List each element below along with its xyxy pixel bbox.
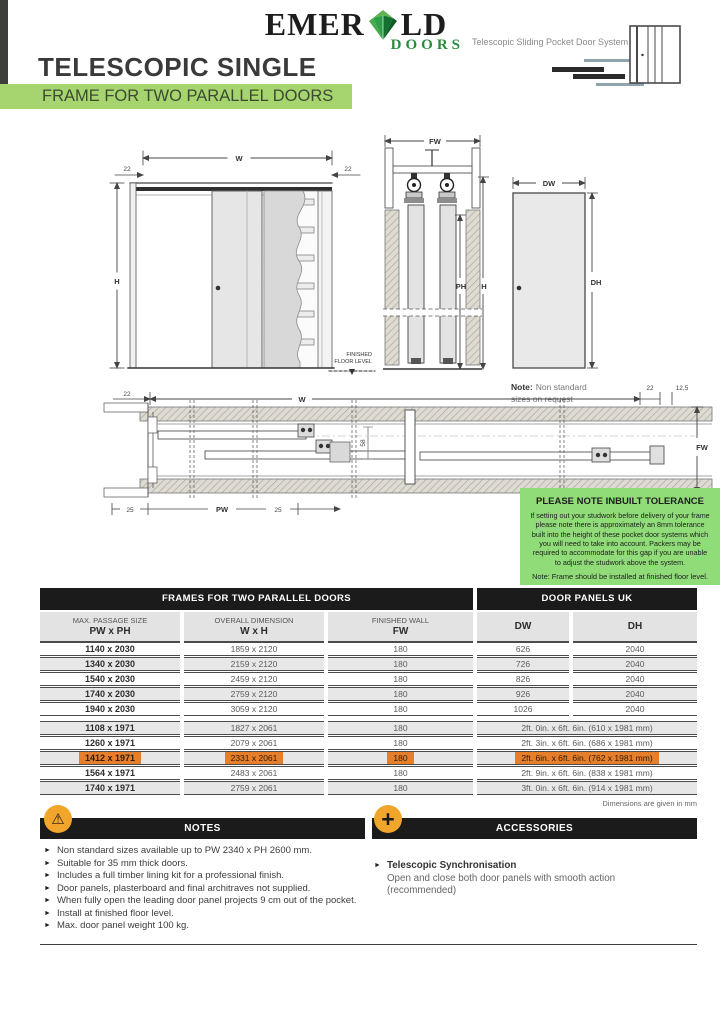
tolerance-note-box <box>520 488 720 585</box>
accessory-item-title: Telescopic Synchronisation <box>386 860 517 871</box>
dim-label-58: 58 <box>360 439 367 447</box>
table-cell: 1740 x 2030 <box>40 687 180 701</box>
page-subtitle: FRAME FOR TWO PARALLEL DOORS <box>42 87 334 105</box>
dim-label-22: 22 <box>123 166 131 173</box>
table-cell: 1260 x 1971 <box>40 736 180 750</box>
note-item-text: When fully open the leading door panel projects 9 cm out of the pocket. <box>56 895 357 906</box>
table-row <box>40 657 697 671</box>
table-cell: 2040 <box>573 642 697 656</box>
table-cell: 2331 x 2061 <box>184 751 324 765</box>
note-item-text: Suitable for 35 mm thick doors. <box>56 857 188 869</box>
diamond-icon <box>365 9 401 41</box>
dim-label-22: 22 <box>344 166 352 173</box>
table-cell: 1859 x 2120 <box>184 642 324 656</box>
accessories-header: ACCESSORIES <box>495 823 574 834</box>
table-cell: 626 <box>477 642 569 656</box>
table-group-header-panels: DOOR PANELS UK <box>477 588 697 610</box>
note-item <box>44 858 364 870</box>
dim-label-w: W <box>298 395 306 404</box>
dim-label-22: 22 <box>646 385 654 392</box>
table-cell: 1412 x 1971 <box>40 751 180 765</box>
dim-label-fw: FW <box>429 137 441 146</box>
note-item <box>44 845 364 857</box>
table-subheader-passage: MAX. PASSAGE SIZE PW x PH <box>40 612 180 642</box>
bullet-icon: ► <box>44 922 51 929</box>
table-cell: 1740 x 1971 <box>40 781 180 795</box>
table-cell: 2040 <box>573 702 697 716</box>
bullet-icon: ► <box>44 847 51 854</box>
table-cell: 2ft. 6in. x 6ft. 6in. (762 x 1981 mm) <box>477 751 697 765</box>
table-cell: 2040 <box>573 687 697 701</box>
table-cell: 2079 x 2061 <box>184 736 324 750</box>
note-item-text: Max. door panel weight 100 kg. <box>56 920 189 931</box>
note-item <box>44 895 364 907</box>
tolerance-footnote: Note: Frame should be installed at finished floor level. <box>532 572 708 582</box>
dim-label-w: W <box>235 154 243 163</box>
bullet-icon: ► <box>44 859 51 867</box>
elevation-view <box>110 151 375 375</box>
table-cell: 180 <box>328 736 473 750</box>
table-row <box>40 736 697 750</box>
panel-note: sizes on request <box>511 394 573 404</box>
table-row <box>40 781 697 795</box>
dim-label-h: H <box>114 277 120 286</box>
table-cell: 2ft. 9in. x 6ft. 6in. (838 x 1981 mm) <box>477 766 697 780</box>
table-cell: 2ft. 3in. x 6ft. 6in. (686 x 1981 mm) <box>477 736 697 750</box>
dim-label-ph: PH <box>455 282 467 291</box>
accessory-item-note: (recommended) <box>386 885 457 896</box>
dim-label-dh: DH <box>590 278 602 287</box>
table-cell: 726 <box>477 657 569 671</box>
table-footnote: Dimensions are given in mm <box>602 799 697 808</box>
tolerance-title: PLEASE NOTE INBUILT TOLERANCE <box>535 496 705 507</box>
dim-label-25: 25 <box>274 507 282 514</box>
accessory-item <box>374 860 674 898</box>
table-cell: 180 <box>328 766 473 780</box>
table-cell: 180 <box>328 721 473 735</box>
notes-list <box>44 845 364 933</box>
table-subheader-finished-wall: FINISHED WALL FW <box>328 612 473 642</box>
table-subheader-dw: DW <box>477 612 569 642</box>
table-subheader-overall: OVERALL DIMENSION W x H <box>184 612 324 642</box>
table-cell: 1940 x 2030 <box>40 702 180 716</box>
table-cell: 2759 x 2061 <box>184 781 324 795</box>
logo-text-left: EMER <box>264 6 365 42</box>
bullet-icon: ► <box>44 909 51 917</box>
table-subheader-dh: DH <box>573 612 697 642</box>
note-item-text: Install at finished floor level. <box>56 907 174 919</box>
table-row <box>40 687 697 701</box>
dim-label-fw: FW <box>696 443 708 452</box>
table-cell: 1026 <box>477 702 569 716</box>
table-cell: 1340 x 2030 <box>40 657 180 671</box>
table-cell: 1140 x 2030 <box>40 642 180 656</box>
table-cell: 180 <box>328 751 473 765</box>
section-view <box>383 135 489 369</box>
table-cell: 2ft. 0in. x 6ft. 6in. (610 x 1981 mm) <box>477 721 697 735</box>
note-item <box>44 920 364 932</box>
bullet-icon: ► <box>44 872 51 879</box>
pocket-door-icon <box>628 24 684 86</box>
plus-icon: + <box>374 805 402 833</box>
table-cell: 2040 <box>573 672 697 686</box>
bottom-rule <box>40 944 697 945</box>
table-cell: 1827 x 2061 <box>184 721 324 735</box>
table-cell: 180 <box>328 672 473 686</box>
bullet-icon: ► <box>44 884 51 892</box>
table-row <box>40 642 697 656</box>
spec-table <box>40 588 697 796</box>
note-item-text: Includes a full timber lining kit for a professional finish. <box>56 870 284 881</box>
table-cell: 180 <box>328 687 473 701</box>
notes-section-bar <box>40 818 365 839</box>
table-cell: 180 <box>328 781 473 795</box>
tolerance-body: If setting out your studwork before delivery of your frame please note there is approximately an 8mm tolerance built into the height of these pocket door systems which you will need to take into account. Packers may be required to accommodate for this gap if you are unable to adjust the studwork above the system. <box>530 511 710 567</box>
table-row <box>40 702 697 716</box>
table-cell: 3ft. 0in. x 6ft. 6in. (914 x 1981 mm) <box>477 781 697 795</box>
accessories-section-bar <box>372 818 697 839</box>
table-cell: 826 <box>477 672 569 686</box>
table-row <box>40 751 697 765</box>
table-cell: 180 <box>328 702 473 716</box>
table-cell: 180 <box>328 642 473 656</box>
table-row <box>40 766 697 780</box>
note-item-text: Door panels, plasterboard and final architraves not supplied. <box>56 882 311 894</box>
accessory-item-body: Open and close both door panels with smooth action <box>386 872 616 884</box>
table-row <box>40 721 697 735</box>
note-item-text: Non standard sizes available up to PW 2340 x PH 2600 mm. <box>56 845 312 856</box>
table-cell: 2459 x 2120 <box>184 672 324 686</box>
page-subtitle-bar <box>0 84 352 109</box>
dim-label-25: 25 <box>126 507 134 514</box>
finished-floor-label: FLOOR LEVEL <box>334 359 372 365</box>
table-group-header-frames: FRAMES FOR TWO PARALLEL DOORS <box>40 588 473 610</box>
table-row <box>40 672 697 686</box>
metric-rows <box>40 642 697 716</box>
table-cell: 926 <box>477 687 569 701</box>
finished-floor-label: FINISHED <box>346 352 372 358</box>
note-item <box>44 883 364 895</box>
bullet-icon: ► <box>374 862 381 869</box>
brand-tagline: Telescopic Sliding Pocket Door System <box>472 37 629 47</box>
table-cell: 1108 x 1971 <box>40 721 180 735</box>
table-cell: 1540 x 2030 <box>40 672 180 686</box>
table-cell: 2759 x 2120 <box>184 687 324 701</box>
note-item <box>44 908 364 920</box>
dim-label-22: 22 <box>123 391 131 398</box>
table-cell: 180 <box>328 657 473 671</box>
table-cell: 2483 x 2061 <box>184 766 324 780</box>
table-cell: 2159 x 2120 <box>184 657 324 671</box>
table-cell: 1564 x 1971 <box>40 766 180 780</box>
bullet-icon: ► <box>44 897 51 904</box>
notes-header: NOTES <box>184 823 221 834</box>
dim-label-dw: DW <box>542 179 556 188</box>
imperial-rows <box>40 721 697 795</box>
table-cell: 2040 <box>573 657 697 671</box>
dim-label-pw: PW <box>215 505 229 514</box>
panel-note: Note: Non standard <box>511 382 587 392</box>
dim-label-12-5: 12,5 <box>675 385 689 392</box>
dim-label-h: H <box>481 282 487 291</box>
note-item <box>44 870 364 882</box>
page-title: TELESCOPIC SINGLE <box>38 52 317 82</box>
table-cell: 3059 x 2120 <box>184 702 324 716</box>
door-panel-view <box>511 177 601 404</box>
warning-icon: ⚠ <box>44 805 72 833</box>
scan-artifact-strip <box>0 0 8 84</box>
logo-text-right: LD <box>400 6 448 42</box>
logo-doors: DOORS <box>390 37 464 53</box>
